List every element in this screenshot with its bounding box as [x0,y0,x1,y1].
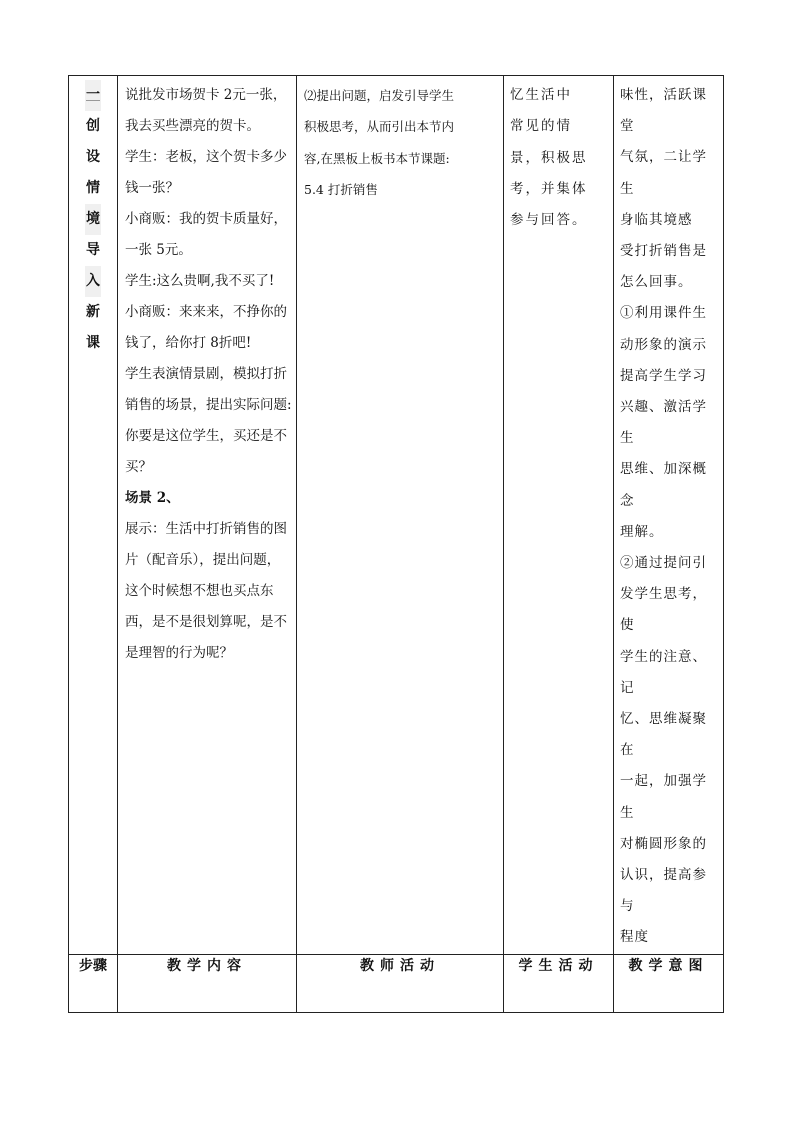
student-line: 景，积极思 [510,149,588,166]
content-line: 我去买些漂亮的贺卡。 [125,118,260,134]
scene2-line: 西，是不是很划算呢，是不 [125,614,287,630]
intent-line: 提高学生学习 [620,367,707,384]
teaching-intent [614,76,723,954]
intent-line: 认识，提高参与 [620,867,707,915]
step-cell [69,76,118,955]
content-line: 买？ [125,459,152,475]
teacher-line: ⑵提出问题，启发引导学生 [304,88,455,103]
table-header-row [69,954,724,1012]
content-line: 小商贩：我的贺卡质量好， [125,211,287,227]
intent-cell [614,76,724,955]
step-char: 情 [86,180,100,196]
student-line: 考，并集体 [510,180,588,197]
student-line: 参与回答。 [510,212,588,229]
step-char: 设 [86,149,100,165]
intent-line: 忆、思维凝聚在 [620,711,707,759]
step-char: 创 [86,118,100,134]
scene2-line: 这个时候想不想也买点东 [125,583,274,599]
header-content: 教学内容 [118,954,297,1012]
student-line: 忆生活中 [510,87,572,103]
student-activity [504,76,613,236]
header-intent: 教学意图 [614,954,724,1012]
content-line: 销售的场景，提出实际问题: [125,397,292,413]
intent-line: 对椭圆形象的 [620,835,707,852]
scene2-line: 是理智的行为呢？ [125,645,233,661]
content-line: 学生：老板，这个贺卡多少 [125,149,287,165]
content-line: 学生表演情景剧，模拟打折 [125,366,287,382]
content-line: 学生:这么贵啊,我不买了! [125,273,275,289]
intent-line: 动形象的演示 [620,336,707,353]
header-teacher: 教师活动 [297,954,504,1012]
student-cell [504,76,614,955]
intent-line: 味性，活跃课堂 [620,87,707,135]
intent-line: 气氛，二让学生 [620,149,707,197]
content-line: 一张 5元。 [125,242,192,258]
teacher-activity [297,76,503,205]
step-char: 导 [86,242,100,258]
intent-line: 兴趣、激活学生 [620,399,707,447]
teacher-line: 5.4 打折销售 [304,181,378,197]
intent-line: ②通过提问引 [620,555,707,572]
step-column [69,76,117,359]
student-line: 常见的情 [510,118,572,135]
content-line: 钱一张？ [125,180,179,196]
content-line: 小商贩：来来来，不挣你的 [125,304,287,320]
lesson-row [69,76,724,955]
step-char: 新 [86,304,100,320]
intent-line: 思维、加深概念 [620,461,707,509]
intent-line: 受打折销售是 [620,243,707,260]
content-line: 说批发市场贺卡 2元一张， [125,87,287,103]
intent-line: 一起，加强学生 [620,773,707,821]
content-line: 你要是这位学生，买还是不 [125,428,287,444]
intent-line: ①利用课件生 [620,305,707,322]
lesson-plan-table [68,75,724,1013]
content-cell [118,76,297,955]
intent-line: 怎么回事。 [620,274,693,291]
intent-line: 发学生思考，使 [620,586,707,634]
header-student: 学生活动 [504,954,614,1012]
step-char: 课 [86,335,100,351]
intent-line: 程度 [620,929,649,946]
scene2-line: 展示：生活中打折销售的图 [125,521,287,537]
content-line: 钱了，给你打 8折吧! [125,335,252,351]
intent-line: 理解。 [620,523,664,540]
intent-line: 身临其境感 [620,211,693,228]
intent-line: 学生的注意、记 [620,648,707,696]
scene2-label: 场景 2、 [125,490,180,506]
teacher-line: 积极思考，从而引出本节内 [304,119,455,135]
teacher-line: 容,在黑板上板书本节课题: [304,150,450,166]
teacher-cell [297,76,504,955]
scene2-line: 片（配音乐），提出问题， [125,552,281,568]
step-char: 入 [85,266,101,297]
step-char: 境 [85,204,101,235]
step-char: 一 [85,80,101,111]
teaching-content [118,76,296,669]
header-step: 步骤 [69,954,118,1012]
